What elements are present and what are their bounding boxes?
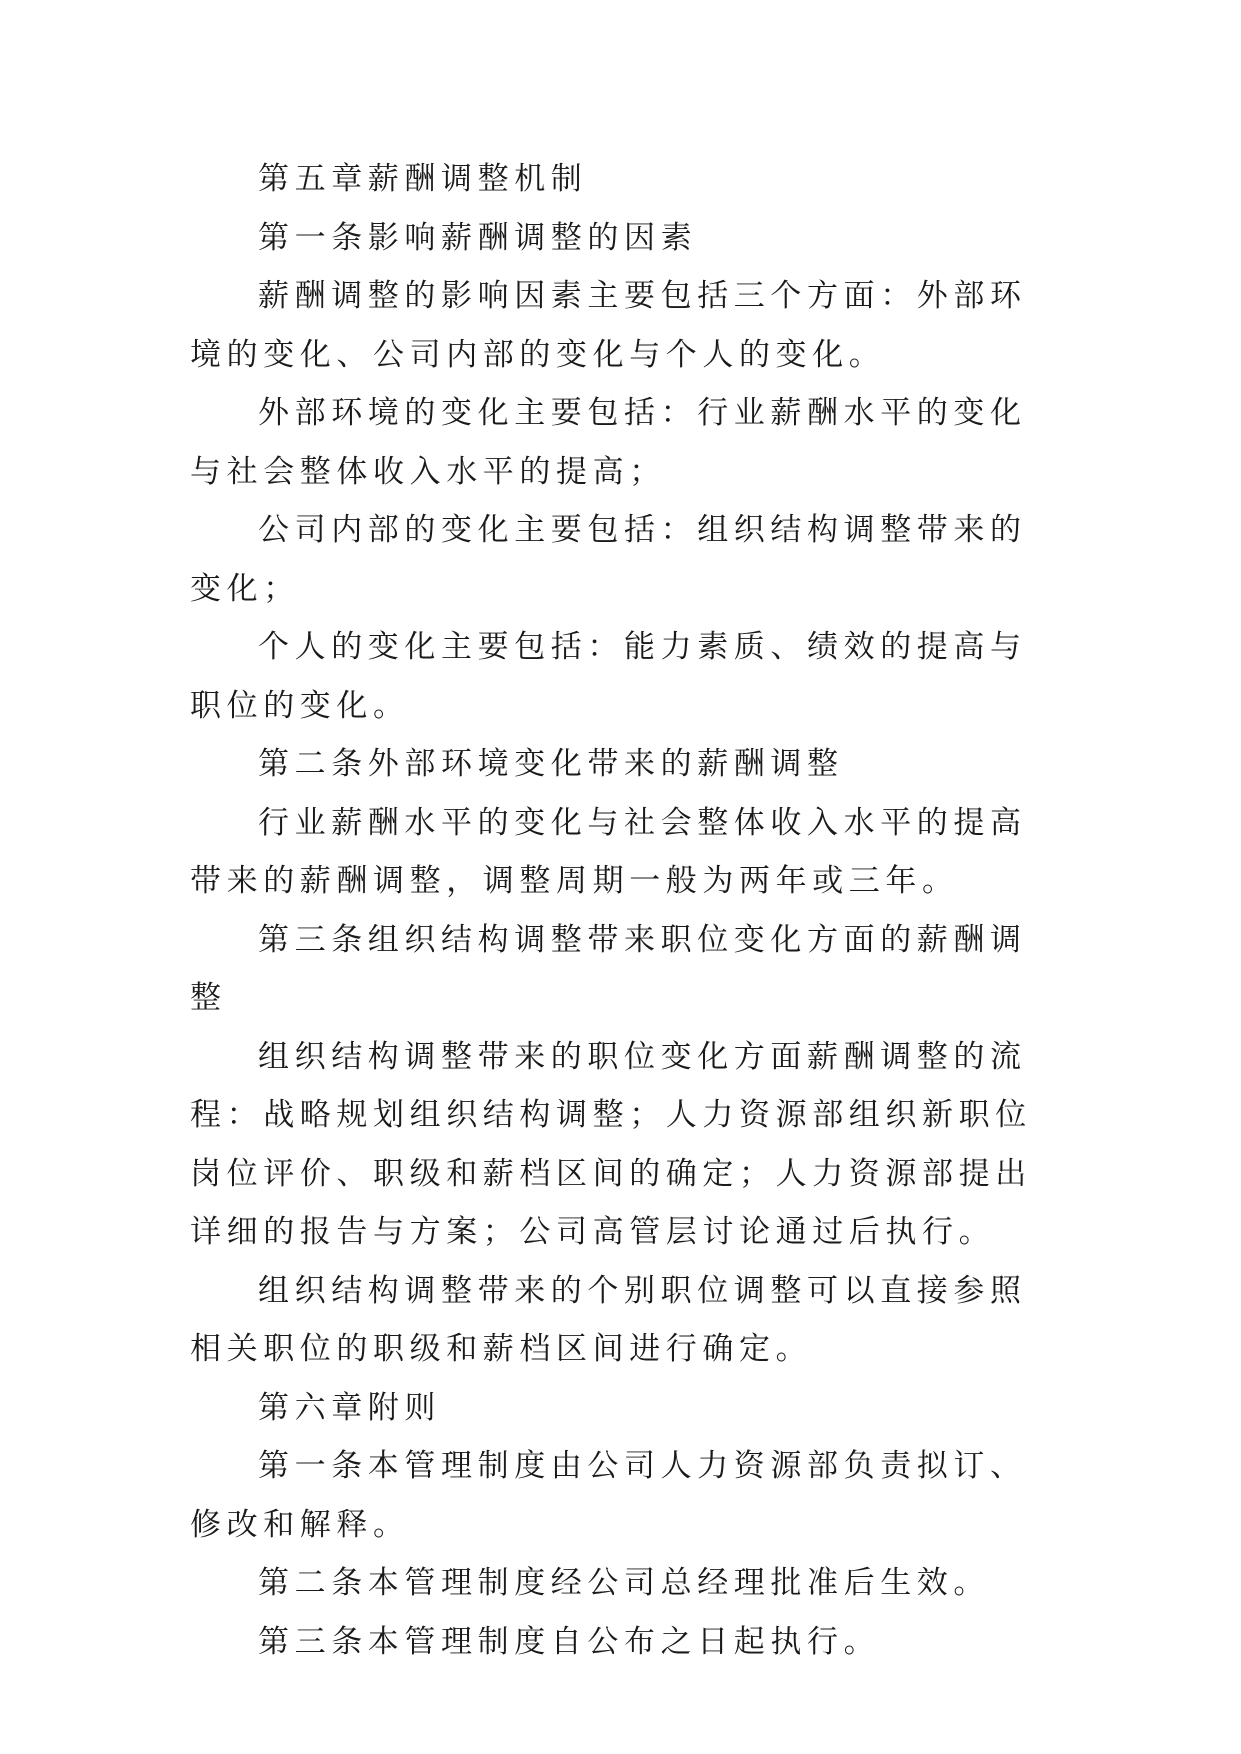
paragraph-adjustment-cycle: 行业薪酬水平的变化与社会整体收入水平的提高带来的薪酬调整，调整周期一般为两年或三年。 — [190, 804, 1027, 899]
paragraph-supplementary-1: 第一条本管理制度由公司人力资源部负责拟订、修改和解释。 — [190, 1448, 1027, 1543]
document-page — [190, 150, 1050, 1671]
paragraph-internal-changes: 公司内部的变化主要包括：组织结构调整带来的变化； — [190, 512, 1027, 607]
paragraph-factors-overview: 薪酬调整的影响因素主要包括三个方面：外部环境的变化、公司内部的变化与个人的变化。 — [190, 278, 1027, 373]
paragraph-external-changes: 外部环境的变化主要包括：行业薪酬水平的变化与社会整体收入水平的提高； — [190, 395, 1027, 490]
paragraph-supplementary-2: 第二条本管理制度经公司总经理批准后生效。 — [258, 1565, 990, 1601]
paragraph-personal-changes: 个人的变化主要包括：能力素质、绩效的提高与职位的变化。 — [190, 629, 1027, 724]
article-3-title: 第三条组织结构调整带来职位变化方面的薪酬调整 — [190, 921, 1027, 1016]
chapter-5-title: 第五章薪酬调整机制 — [258, 161, 588, 197]
paragraph-individual-adjustment: 组织结构调整带来的个别职位调整可以直接参照相关职位的职级和薪档区间进行确定。 — [190, 1272, 1027, 1367]
article-1-title: 第一条影响薪酬调整的因素 — [258, 219, 698, 256]
paragraph-adjustment-process: 组织结构调整带来的职位变化方面薪酬调整的流程：战略规划组织结构调整；人力资源部组织新职位岗位评价、职级和薪档区间的确定；人力资源部提出详细的报告与方案；公司高管层讨论通过后执行。 — [190, 1038, 1032, 1250]
chapter-6-title: 第六章附则 — [258, 1389, 441, 1426]
paragraph-supplementary-3: 第三条本管理制度自公布之日起执行。 — [258, 1623, 881, 1660]
article-2-title: 第二条外部环境变化带来的薪酬调整 — [258, 746, 844, 782]
